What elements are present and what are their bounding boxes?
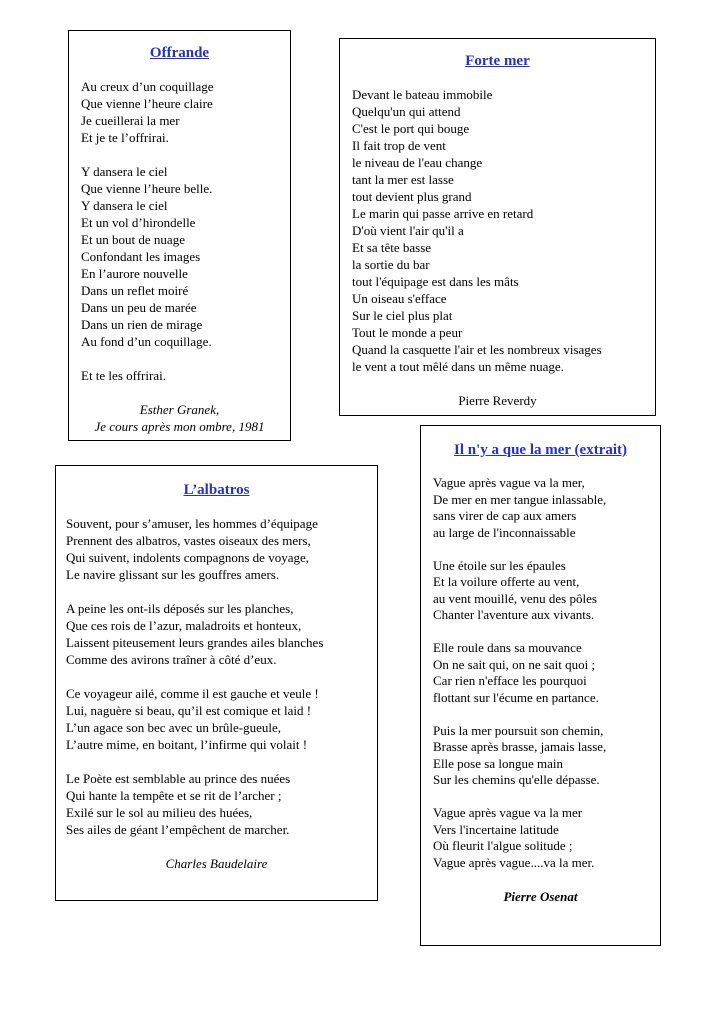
poem-line: Brasse après brasse, jamais lasse, <box>433 739 607 754</box>
poem-line <box>433 706 648 723</box>
poem-line: Devant le bateau immobile <box>352 87 493 102</box>
poem-line <box>433 541 648 558</box>
poem-body <box>81 78 278 384</box>
poem-line: Elle pose sa longue main <box>433 755 563 771</box>
poem-line: Lui, naguère si beau, qu’il est comique et laid ! <box>66 703 312 718</box>
poem-body <box>352 86 643 375</box>
poem-line: Ses ailes de géant l’empêchent de marcher. <box>66 822 290 837</box>
poem-line: Souvent, pour s’amuser, les hommes d’équipage <box>66 516 318 531</box>
poem-line: tant la mer est lasse <box>352 172 454 187</box>
poem-line: Il fait trop de vent <box>352 138 446 153</box>
poem-box-albatros <box>55 465 378 901</box>
poem-line: Sur le ciel plus plat <box>352 308 453 323</box>
poem-line: au vent mouillé, venu des pôles <box>433 590 597 606</box>
poem-line: le niveau de l'eau change <box>352 155 483 170</box>
poem-line: le vent a tout mêlé dans un même nuage. <box>352 359 564 374</box>
poem-line: Et sa tête basse <box>352 240 432 255</box>
poem-box-forte-mer <box>339 38 656 416</box>
poem-line: Que ces rois de l’azur, maladroits et honteux, <box>66 618 302 633</box>
poem-title: Forte mer <box>465 53 530 69</box>
poem-line: Que vienne l’heure claire <box>81 96 213 111</box>
poem-line: Exilé sur le sol au milieu des huées, <box>66 805 253 820</box>
poem-line <box>433 789 648 806</box>
poem-line: Qui suivent, indolents compagnons de voyage, <box>66 550 309 565</box>
poem-line: Ce voyageur ailé, comme il est gauche et veule ! <box>66 686 319 701</box>
poem-line: Et je te l’offrirai. <box>81 130 169 145</box>
poem-line: Sur les chemins qu'elle dépasse. <box>433 772 600 787</box>
poem-line: C'est le port qui bouge <box>352 121 470 136</box>
poem-line: Y dansera le ciel <box>81 198 168 213</box>
poem-line: Dans un reflet moiré <box>81 283 189 298</box>
poem-line: Au creux d’un coquillage <box>81 79 214 94</box>
poem-line: Puis la mer poursuit son chemin, <box>433 722 604 738</box>
poem-line: tout devient plus grand <box>352 189 472 204</box>
poem-author <box>81 401 278 435</box>
poem-line: Vague après vague....va la mer. <box>433 854 595 870</box>
poem-author <box>352 392 643 409</box>
poem-line: D'où vient l'air qu'il a <box>352 223 464 238</box>
poem-title: Il n'y a que la mer (extrait) <box>453 442 628 458</box>
poem-line: tout l'équipage est dans les mâts <box>352 274 519 289</box>
poem-title: Offrande <box>149 45 210 61</box>
poem-author <box>66 855 367 872</box>
poem-line <box>66 583 367 600</box>
poem-line <box>81 146 278 163</box>
poem-line: la sortie du bar <box>352 257 430 272</box>
poem-line <box>66 753 367 770</box>
poem-line: Et te les offrirai. <box>81 368 166 383</box>
poem-line: Tout le monde a peur <box>352 325 463 340</box>
poem-line: sans virer de cap aux amers <box>433 508 577 523</box>
poem-body <box>66 515 367 838</box>
poem-line: On ne sait qui, on ne sait quoi ; <box>433 656 596 672</box>
poem-line: L’autre mime, en boitant, l’infirme qui volait ! <box>66 737 308 752</box>
poem-line: En l’aurore nouvelle <box>81 266 188 281</box>
poem-line: Quand la casquette l'air et les nombreux visages <box>352 342 602 357</box>
poem-line: Vague après vague va la mer <box>433 805 583 820</box>
poem-line: Prennent des albatros, vastes oiseaux des mers, <box>66 533 311 548</box>
poem-line: Vague après vague va la mer, <box>433 475 585 490</box>
poem-line: Au fond d’un coquillage. <box>81 334 212 349</box>
poem-line: Je cueillerai la mer <box>81 113 180 128</box>
poem-line: Vers l'incertaine latitude <box>433 821 559 837</box>
poem-line <box>66 668 367 685</box>
author-line: Charles Baudelaire <box>165 856 268 871</box>
poem-line <box>433 624 648 641</box>
poem-line <box>81 350 278 367</box>
poem-line: Et un vol d’hirondelle <box>81 215 196 230</box>
poem-box-il-ny-a-que-la-mer <box>420 425 661 946</box>
poem-line: Et la voilure offerte au vent, <box>433 574 580 589</box>
poem-line: Une étoile sur les épaules <box>433 557 566 573</box>
poem-line: L’un agace son bec avec un brûle-gueule, <box>66 720 282 735</box>
poem-line: Dans un rien de mirage <box>81 317 203 332</box>
author-line: Esther Granek, <box>139 402 220 417</box>
poem-line: De mer en mer tangue inlassable, <box>433 491 607 507</box>
poem-line: Confondant les images <box>81 249 201 264</box>
poem-line: flottant sur l'écume en partance. <box>433 689 599 705</box>
poem-line: au large de l'inconnaissable <box>433 524 576 540</box>
poem-line: Le navire glissant sur les gouffres amers. <box>66 567 280 582</box>
poem-line: Quelqu'un qui attend <box>352 104 461 119</box>
poem-line: A peine les ont-ils déposés sur les planches, <box>66 601 294 616</box>
poem-author <box>433 888 648 905</box>
poem-line: Le marin qui passe arrive en retard <box>352 206 534 221</box>
author-line: Je cours après mon ombre, 1981 <box>94 419 265 434</box>
poem-line: Laissent piteusement leurs grandes ailes blanches <box>66 635 324 650</box>
poem-line: Y dansera le ciel <box>81 164 168 179</box>
poem-title: L’albatros <box>183 482 250 498</box>
poem-line: Le Poète est semblable au prince des nuées <box>66 771 291 786</box>
poem-line: Dans un peu de marée <box>81 300 197 315</box>
poem-line: Car rien n'efface les pourquoi <box>433 673 587 688</box>
poem-box-offrande <box>68 30 291 441</box>
poem-line: Chanter l'aventure aux vivants. <box>433 607 595 622</box>
poem-line: Et un bout de nuage <box>81 232 185 247</box>
poem-body <box>433 475 648 871</box>
author-line: Pierre Osenat <box>503 889 578 904</box>
poem-line: Comme des avirons traîner à côté d’eux. <box>66 652 277 667</box>
poem-line: Qui hante la tempête et se rit de l’archer ; <box>66 788 282 803</box>
poem-line: Que vienne l’heure belle. <box>81 181 213 196</box>
poem-line: Un oiseau s'efface <box>352 291 447 306</box>
poem-line: Elle roule dans sa mouvance <box>433 640 582 655</box>
poem-line: Où fleurit l'algue solitude ; <box>433 838 573 853</box>
author-line: Pierre Reverdy <box>458 393 537 408</box>
